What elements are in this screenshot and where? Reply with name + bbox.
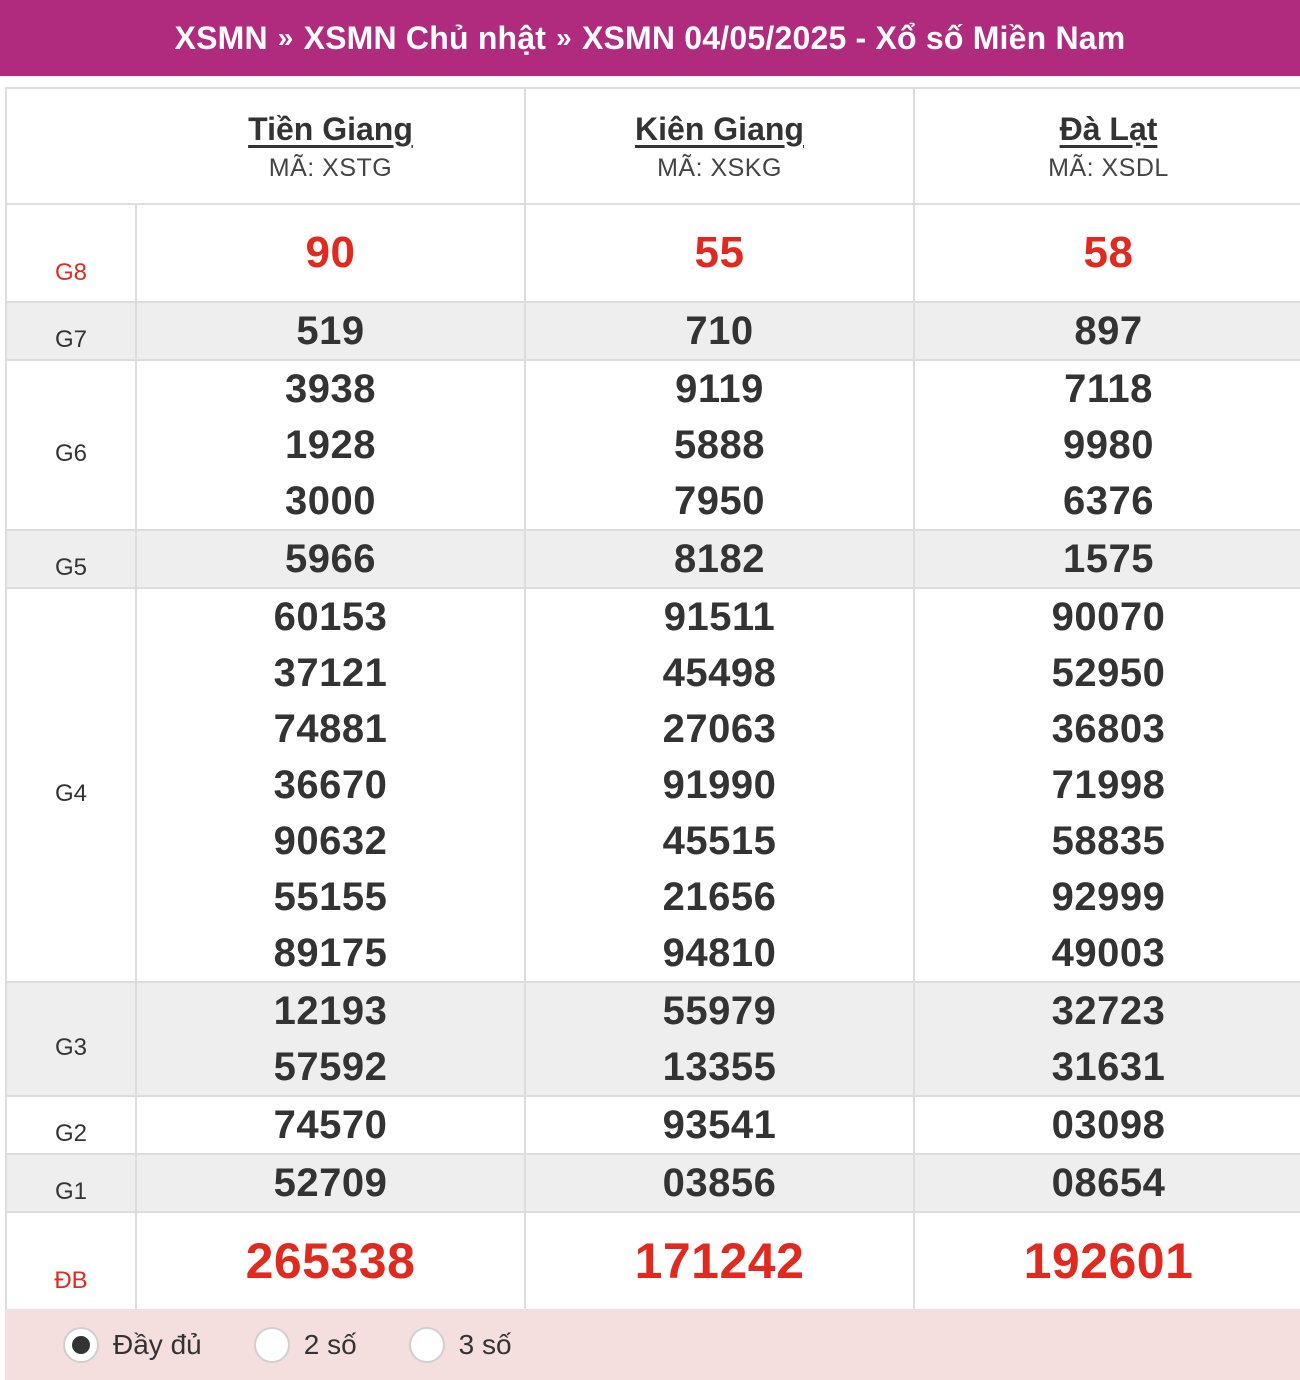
prize-cell [525,1154,914,1212]
breadcrumb-xsmn-sunday[interactable]: XSMN Chủ nhật [303,19,547,56]
prize-row-g4 [6,588,1300,982]
prize-label: G3 [6,982,136,1096]
prize-number: 91990 [662,763,777,807]
prize-label: ĐB [6,1212,136,1310]
prize-label: G5 [6,530,136,588]
prize-number: 45515 [662,819,777,863]
prize-number: 7118 [1064,367,1153,411]
prize-cell [914,204,1300,302]
prize-cell [525,982,914,1096]
province-link[interactable]: Đà Lạt [1059,110,1158,147]
prize-cell [525,1096,914,1154]
filter-option-full[interactable] [63,1327,202,1363]
radio-button[interactable] [409,1327,445,1363]
filter-option-label: 2 số [303,1328,357,1360]
prize-row-g3 [6,982,1300,1096]
province-link[interactable]: Kiên Giang [635,110,804,147]
prize-number: 9119 [675,367,764,411]
prize-number: 52709 [273,1161,388,1205]
prize-label: G4 [6,588,136,982]
prize-number: 49003 [1051,931,1166,975]
prize-label: G2 [6,1096,136,1154]
province-header [914,88,1300,204]
prize-cell [136,1154,525,1212]
prize-cell [914,302,1300,360]
prize-number: 92999 [1051,875,1166,919]
prize-number: 171242 [634,1233,805,1289]
prize-cell [914,530,1300,588]
prize-number: 31631 [1051,1045,1166,1089]
digit-filter-bar [5,1309,1300,1380]
prize-cell [914,588,1300,982]
prize-number: 13355 [662,1045,777,1089]
prize-row-g8 [6,204,1300,302]
prize-number: 90632 [273,819,388,863]
prize-number: 90070 [1051,595,1166,639]
prize-cell [525,588,914,982]
prize-number: 21656 [662,875,777,919]
prize-number: 265338 [245,1233,416,1289]
prize-row-g7 [6,302,1300,360]
prize-row-g1 [6,1154,1300,1212]
prize-number: 74881 [273,707,388,751]
province-header [525,88,914,204]
prize-row-db [6,1212,1300,1310]
breadcrumb-separator: » [556,22,572,53]
prize-cell [914,1096,1300,1154]
prize-label: G8 [6,204,136,302]
prize-cell [136,204,525,302]
prize-label: G7 [6,302,136,360]
prize-number: 93541 [662,1103,777,1147]
filter-option-label: 3 số [458,1328,512,1360]
results-table [5,87,1300,1311]
prize-number: 1575 [1063,537,1154,581]
prize-number: 6376 [1063,479,1154,523]
prize-number: 71998 [1051,763,1166,807]
province-link[interactable]: Tiền Giang [248,110,413,147]
prize-number: 03856 [662,1161,777,1205]
prize-cell [914,1212,1300,1310]
prize-number: 90 [305,228,356,277]
prize-row-g2 [6,1096,1300,1154]
prize-number: 94810 [662,931,777,975]
prize-cell [136,302,525,360]
prize-cell [525,360,914,530]
breadcrumb-separator: » [277,22,294,53]
prize-cell [136,1212,525,1310]
prize-number: 52950 [1051,651,1166,695]
prize-number: 897 [1074,309,1143,353]
breadcrumb-header [0,0,1300,76]
prize-cell [914,1154,1300,1212]
prize-number: 45498 [662,651,777,695]
prize-number: 91511 [663,595,776,639]
prize-number: 57592 [273,1045,388,1089]
prize-table-body [6,204,1300,1310]
prize-number: 58835 [1051,819,1166,863]
prize-cell [525,1212,914,1310]
prize-row-g5 [6,530,1300,588]
prize-number: 60153 [273,595,388,639]
province-header [136,88,525,204]
prize-number: 5966 [285,537,376,581]
prize-number: 55979 [662,989,777,1033]
prize-cell [136,360,525,530]
prize-number: 8182 [674,537,765,581]
prize-number: 3000 [285,479,376,523]
filter-option-2-digits[interactable] [254,1327,357,1363]
prize-cell [914,982,1300,1096]
prize-cell [525,204,914,302]
prize-row-g6 [6,360,1300,530]
prize-cell [136,530,525,588]
prize-number: 9980 [1063,423,1154,467]
province-code: MÃ: XSTG [268,153,393,182]
prize-number: 519 [296,309,365,353]
radio-selected-dot [72,1336,90,1354]
header-blank-cell [6,88,136,204]
radio-button[interactable] [254,1327,290,1363]
prize-number: 192601 [1023,1233,1194,1289]
filter-option-label: Đầy đủ [113,1328,202,1360]
prize-label: G1 [6,1154,136,1212]
prize-cell [914,360,1300,530]
prize-label: G6 [6,360,136,530]
prize-number: 74570 [273,1103,388,1147]
prize-cell [136,1096,525,1154]
prize-number: 03098 [1051,1103,1166,1147]
prize-cell [525,530,914,588]
breadcrumb-xsmn[interactable]: XSMN [174,19,268,56]
prize-cell [525,302,914,360]
prize-number: 08654 [1051,1161,1166,1205]
radio-button[interactable] [63,1327,99,1363]
prize-number: 12193 [273,989,388,1033]
prize-number: 3938 [285,367,376,411]
prize-number: 55 [694,228,745,277]
province-header-row [6,88,1300,204]
prize-number: 36803 [1051,707,1166,751]
prize-number: 36670 [273,763,388,807]
prize-number: 58 [1083,228,1134,277]
province-code: MÃ: XSDL [1048,153,1169,182]
prize-cell [136,588,525,982]
province-code: MÃ: XSKG [657,153,782,182]
prize-number: 55155 [273,875,388,919]
prize-cell [136,982,525,1096]
prize-number: 89175 [273,931,388,975]
prize-number: 710 [685,309,754,353]
prize-number: 5888 [674,423,765,467]
breadcrumb-page-title: XSMN 04/05/2025 - Xổ số Miền Nam [581,19,1126,56]
prize-number: 27063 [662,707,777,751]
prize-number: 1928 [285,423,376,467]
filter-option-3-digits[interactable] [409,1327,512,1363]
prize-number: 32723 [1051,989,1166,1033]
prize-number: 7950 [674,479,765,523]
prize-number: 37121 [273,651,388,695]
